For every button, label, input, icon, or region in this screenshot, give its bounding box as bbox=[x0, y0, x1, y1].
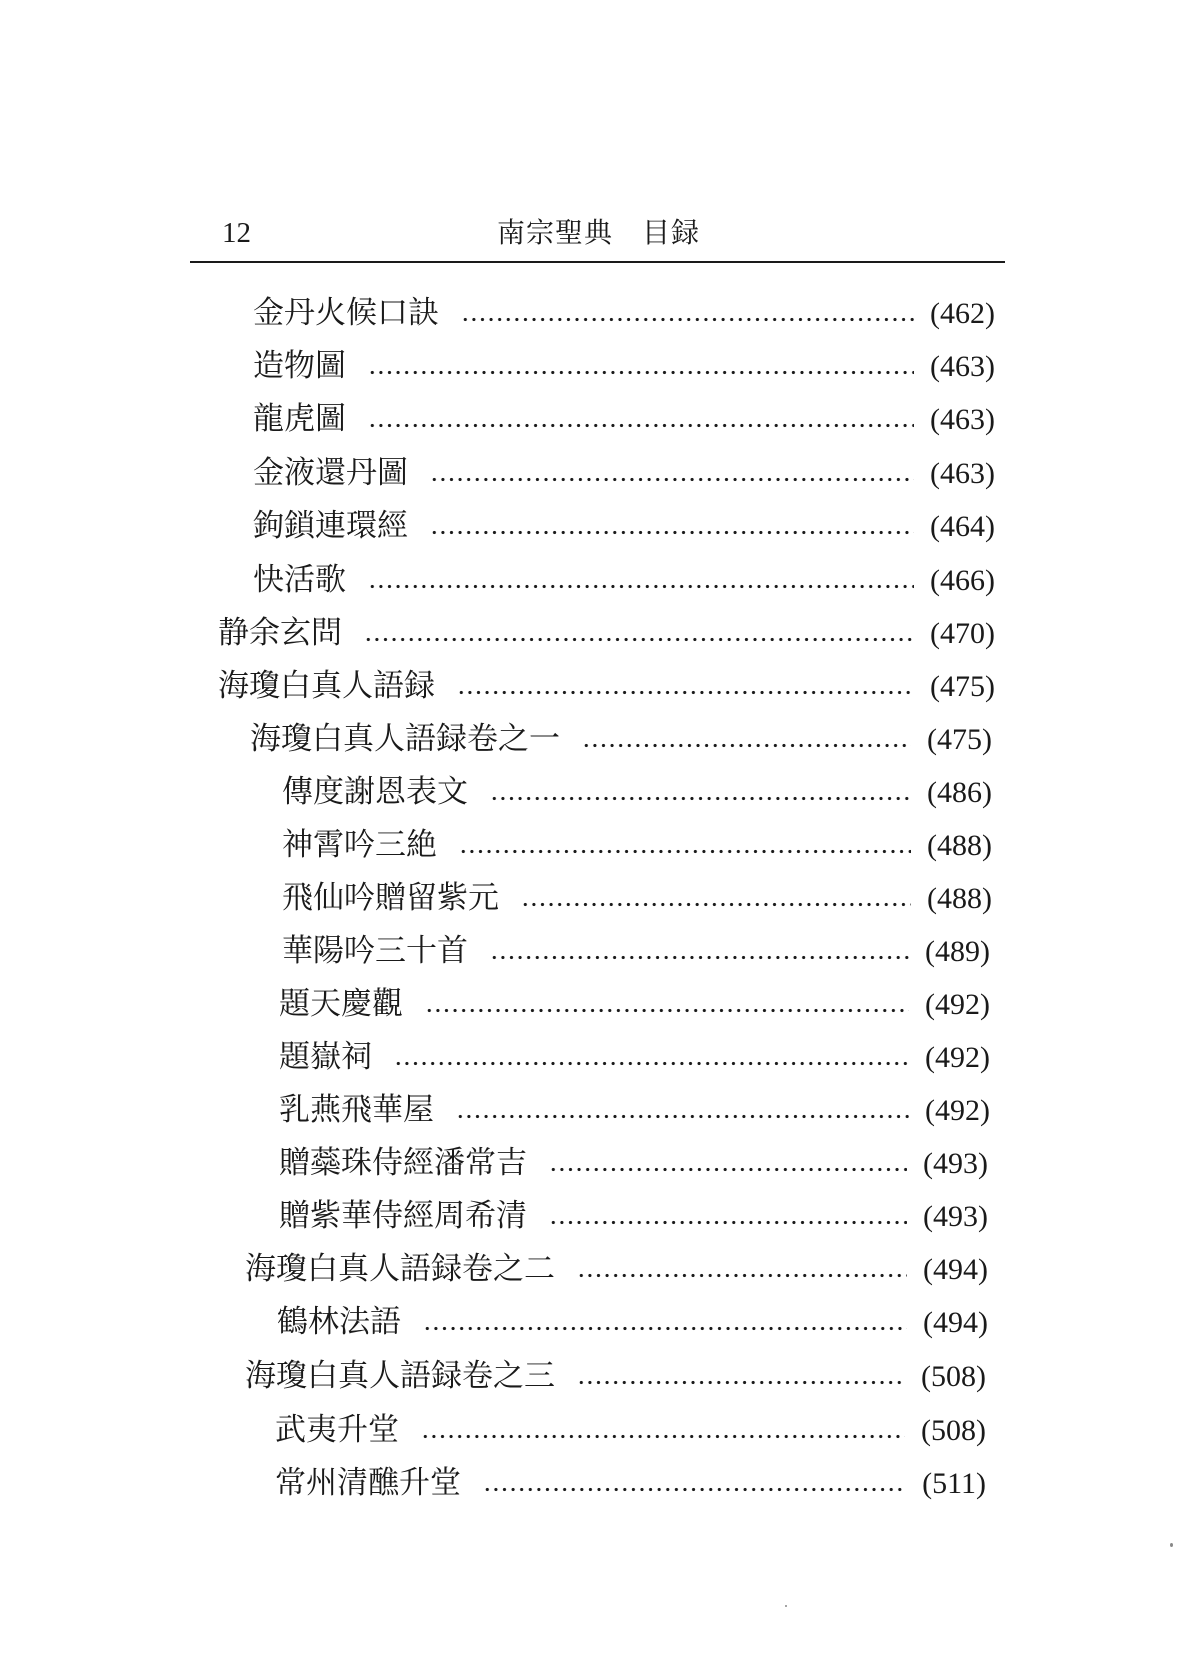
toc-entry bbox=[253, 504, 995, 548]
toc-entry-page: (464) bbox=[930, 510, 995, 543]
dot-leader bbox=[421, 1434, 905, 1439]
toc-entry-page: (463) bbox=[930, 457, 995, 490]
toc-entry bbox=[245, 1247, 988, 1291]
toc-entry bbox=[253, 451, 995, 495]
toc-entry bbox=[245, 1354, 986, 1398]
page-number: 12 bbox=[222, 217, 251, 249]
dot-leader bbox=[461, 317, 914, 322]
scan-speck bbox=[785, 1605, 787, 1607]
dot-leader bbox=[582, 743, 911, 748]
toc-entry-title: 贈蘂珠侍經潘常吉 bbox=[279, 1145, 527, 1181]
dot-leader bbox=[368, 584, 914, 589]
toc-entry-title: 海瓊白真人語録卷之二 bbox=[245, 1251, 555, 1287]
toc-entry-page: (492) bbox=[925, 988, 990, 1021]
dot-leader bbox=[483, 1487, 906, 1492]
toc-entry-page: (511) bbox=[922, 1467, 986, 1500]
dot-leader bbox=[430, 477, 914, 482]
toc-entry bbox=[279, 1035, 990, 1079]
toc-entry bbox=[253, 291, 995, 335]
toc-entry-title: 贈紫華侍經周希清 bbox=[279, 1198, 527, 1234]
toc-entry-page: (475) bbox=[927, 723, 992, 756]
toc-entry-title: 題天慶觀 bbox=[279, 986, 403, 1022]
toc-entry bbox=[279, 982, 990, 1026]
toc-entry bbox=[279, 1088, 990, 1132]
toc-entry bbox=[250, 717, 992, 761]
dot-leader bbox=[549, 1167, 907, 1172]
dot-leader bbox=[456, 1114, 909, 1119]
toc-entry-title: 傳度謝恩表文 bbox=[282, 774, 468, 810]
toc-entry-title: 海瓊白真人語録 bbox=[218, 668, 435, 704]
toc-entry-page: (488) bbox=[927, 829, 992, 862]
toc-entry-title: 華陽吟三十首 bbox=[282, 933, 468, 969]
dot-leader bbox=[430, 530, 914, 535]
dot-leader bbox=[423, 1326, 907, 1331]
toc-entry bbox=[275, 1408, 986, 1452]
toc-entry-title: 静余玄問 bbox=[218, 615, 342, 651]
toc-entry-title: 乳燕飛華屋 bbox=[279, 1092, 434, 1128]
toc-entry bbox=[253, 344, 995, 388]
toc-entry bbox=[277, 1300, 988, 1344]
dot-leader bbox=[459, 849, 911, 854]
toc-entry-title: 神霄吟三絶 bbox=[282, 827, 437, 863]
toc-entry-page: (492) bbox=[925, 1094, 990, 1127]
toc-entry bbox=[279, 1141, 988, 1185]
toc-entry-page: (508) bbox=[921, 1414, 986, 1447]
toc-entry-title: 武夷升堂 bbox=[275, 1412, 399, 1448]
toc-entry-page: (508) bbox=[921, 1360, 986, 1393]
toc-entry-page: (494) bbox=[923, 1306, 988, 1339]
dot-leader bbox=[549, 1220, 907, 1225]
toc-entry-title: 鶴林法語 bbox=[277, 1304, 401, 1340]
toc-entry-page: (493) bbox=[923, 1147, 988, 1180]
toc-entry-page: (466) bbox=[930, 564, 995, 597]
toc-entry bbox=[218, 611, 995, 655]
dot-leader bbox=[364, 637, 914, 642]
toc-entry-page: (470) bbox=[930, 617, 995, 650]
toc-entry-title: 造物圖 bbox=[253, 348, 346, 384]
dot-leader bbox=[457, 690, 914, 695]
dot-leader bbox=[490, 955, 909, 960]
toc-entry bbox=[282, 929, 990, 973]
toc-entry-page: (462) bbox=[930, 297, 995, 330]
scan-speck bbox=[1170, 1543, 1173, 1547]
dot-leader bbox=[368, 370, 914, 375]
toc-entry bbox=[218, 664, 995, 708]
toc-entry-page: (463) bbox=[930, 403, 995, 436]
toc-entry-page: (492) bbox=[925, 1041, 990, 1074]
toc-entry-title: 金丹火候口訣 bbox=[253, 295, 439, 331]
toc-entry-page: (475) bbox=[930, 670, 995, 703]
toc-entry-page: (489) bbox=[925, 935, 990, 968]
running-title: 南宗聖典 目録 bbox=[497, 216, 701, 249]
toc-entry-title: 常州清醮升堂 bbox=[275, 1465, 461, 1501]
toc-entry-title: 飛仙吟贈留紫元 bbox=[282, 880, 499, 916]
toc-entry-title: 鉤鎖連環經 bbox=[253, 508, 408, 544]
toc-entry-title: 海瓊白真人語録卷之一 bbox=[250, 721, 560, 757]
toc-entry bbox=[282, 876, 992, 920]
toc-entry-title: 快活歌 bbox=[253, 562, 346, 598]
toc-entry bbox=[282, 770, 992, 814]
dot-leader bbox=[577, 1273, 907, 1278]
toc-entry-page: (463) bbox=[930, 350, 995, 383]
toc-entry-title: 金液還丹圖 bbox=[253, 455, 408, 491]
toc-entry bbox=[253, 558, 995, 602]
toc-entry bbox=[275, 1461, 986, 1505]
toc-entry bbox=[253, 397, 995, 441]
toc-entry-title: 龍虎圖 bbox=[253, 401, 346, 437]
toc-entry-title: 題嶽祠 bbox=[279, 1039, 372, 1075]
dot-leader bbox=[577, 1380, 905, 1385]
toc-entry bbox=[282, 823, 992, 867]
toc-entry-page: (488) bbox=[927, 882, 992, 915]
dot-leader bbox=[490, 796, 911, 801]
dot-leader bbox=[521, 902, 911, 907]
dot-leader bbox=[368, 423, 914, 428]
toc-entry-title: 海瓊白真人語録卷之三 bbox=[245, 1358, 555, 1394]
toc-entry-page: (493) bbox=[923, 1200, 988, 1233]
toc-entry-page: (494) bbox=[923, 1253, 988, 1286]
toc-entry-page: (486) bbox=[927, 776, 992, 809]
dot-leader bbox=[425, 1008, 909, 1013]
dot-leader bbox=[394, 1061, 909, 1066]
toc-entry bbox=[279, 1194, 988, 1238]
